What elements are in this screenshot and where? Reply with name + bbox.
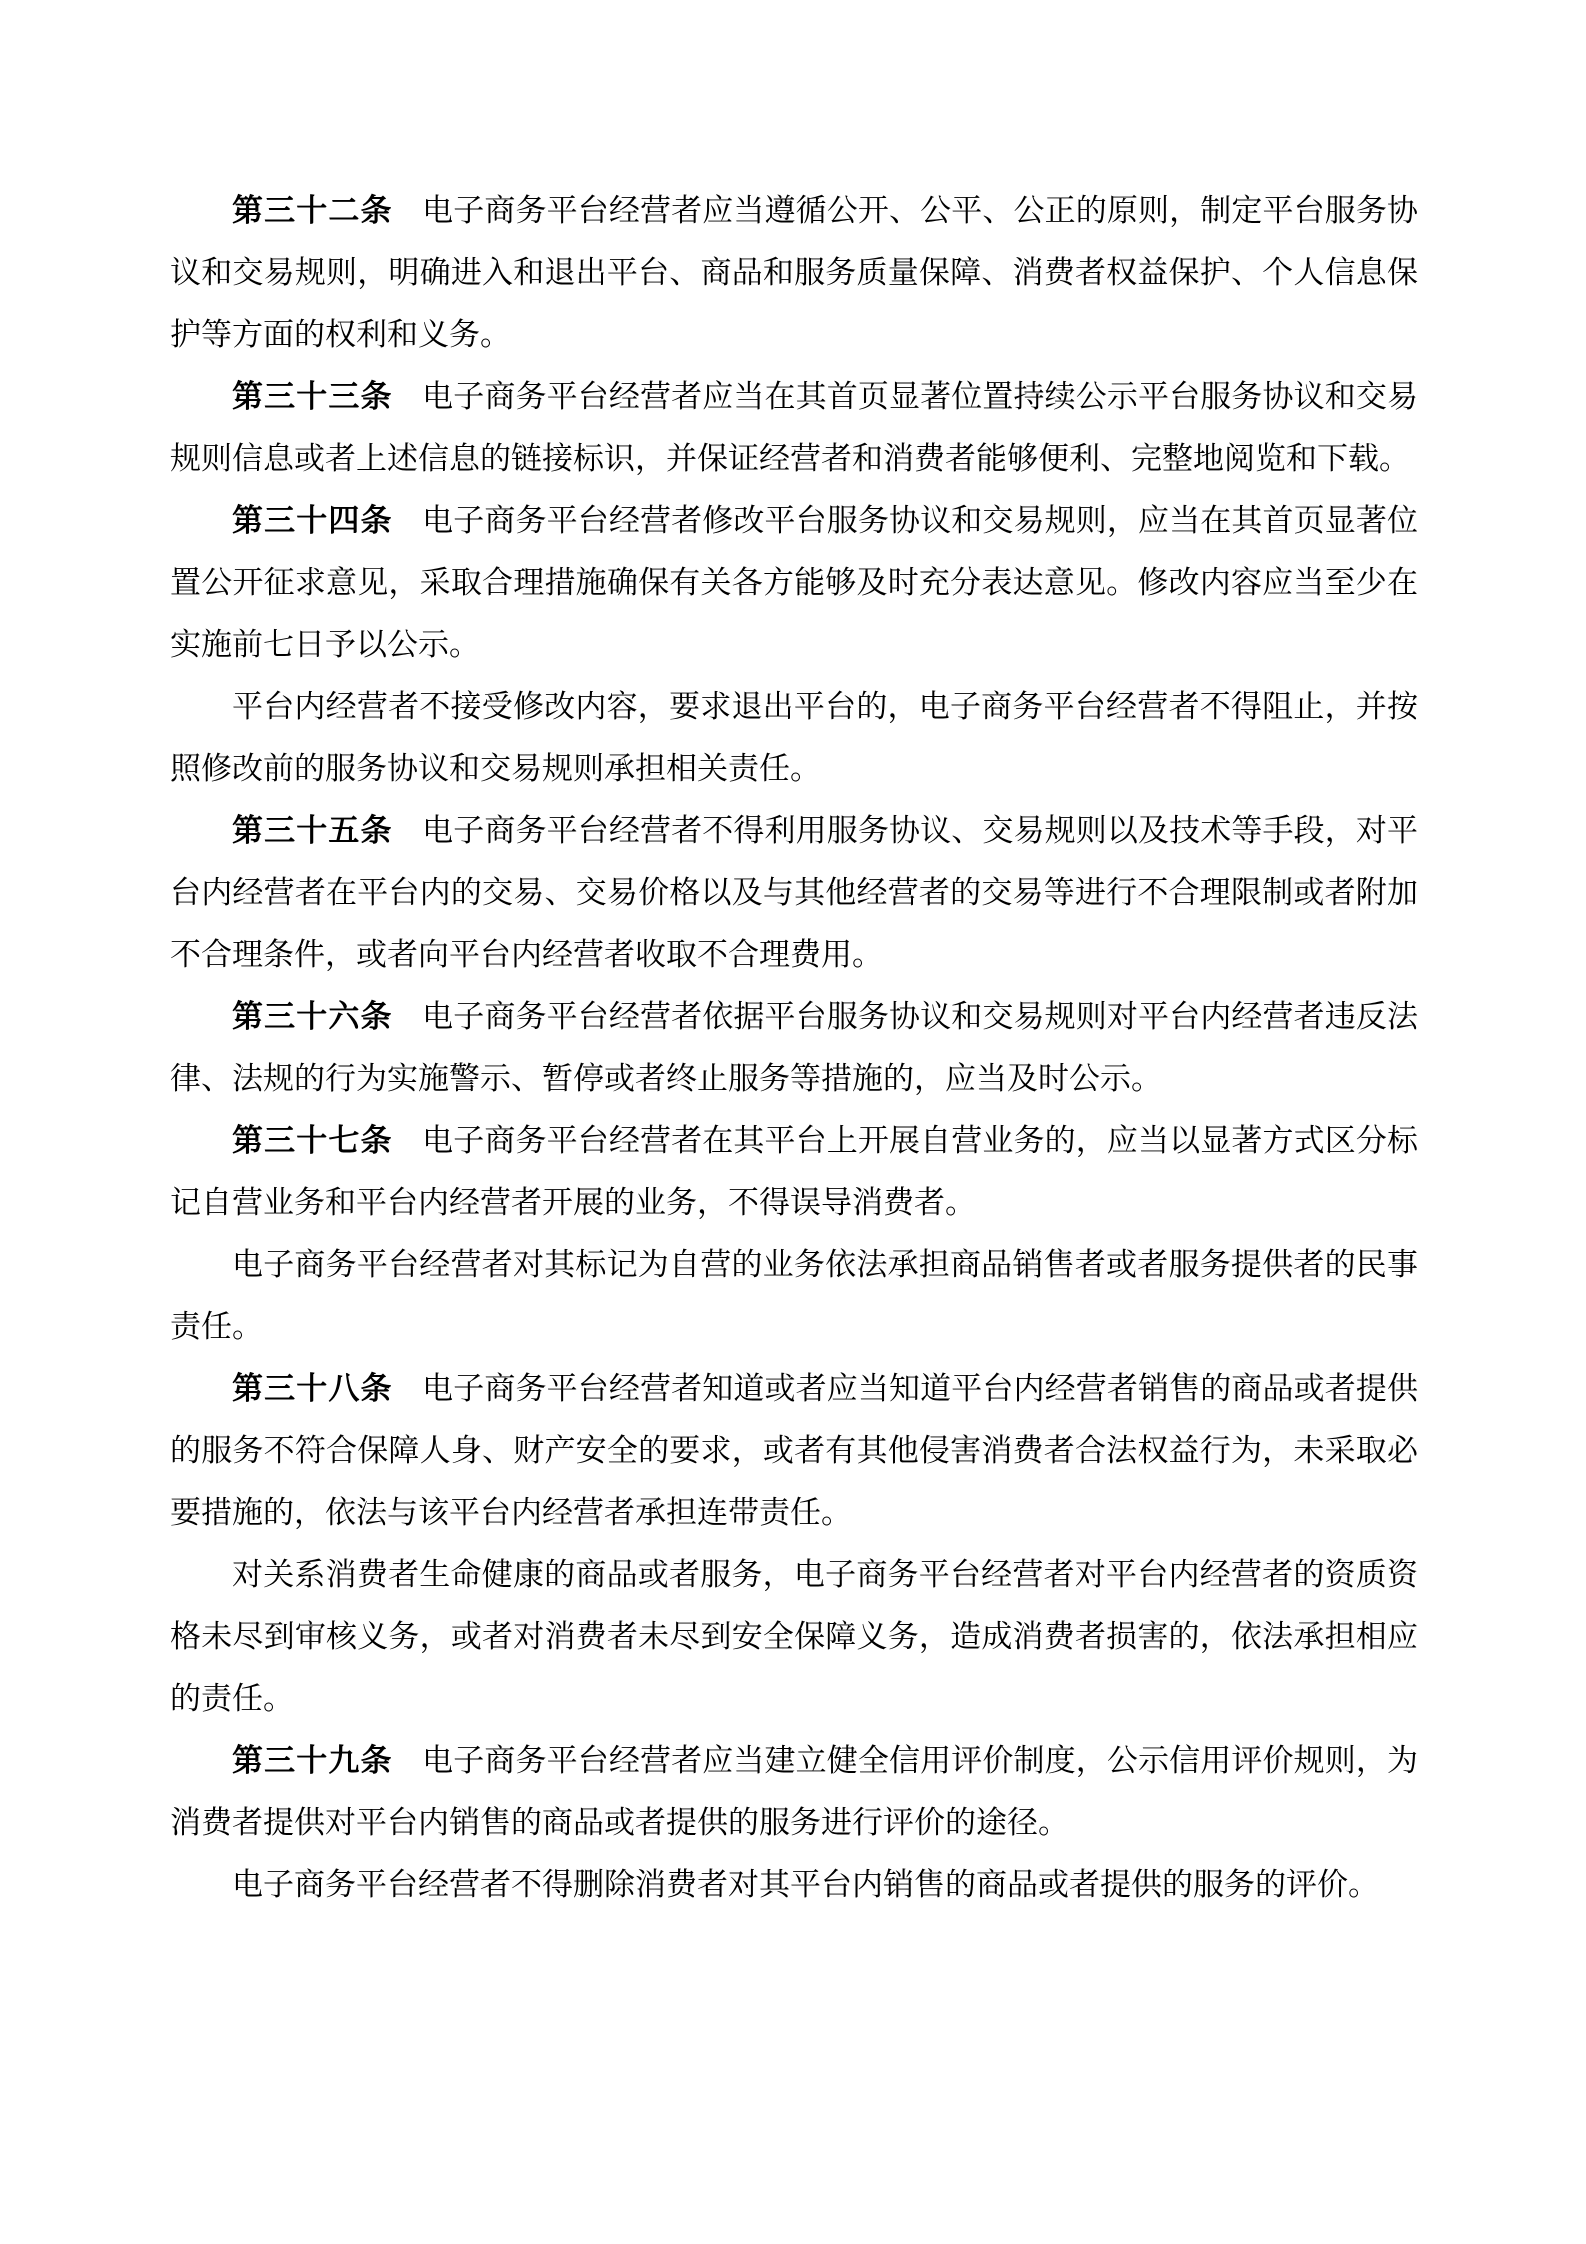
paragraph-text: 电子商务平台经营者对其标记为自营的业务依法承担商品销售者或者服务提供者的民事责任。 xyxy=(170,1247,1418,1344)
law-paragraph xyxy=(170,1544,1418,1730)
article-number: 第三十四条 xyxy=(232,503,393,538)
law-paragraph xyxy=(170,800,1418,986)
paragraph-text: 电子商务平台经营者在其平台上开展自营业务的，应当以显著方式区分标记自营业务和平台内经营者开展的业务，不得误导消费者。 xyxy=(170,1123,1419,1220)
law-paragraph xyxy=(170,1358,1418,1544)
paragraph-text: 电子商务平台经营者知道或者应当知道平台内经营者销售的商品或者提供的服务不符合保障人身、财产安全的要求，或者有其他侵害消费者合法权益行为，未采取必要措施的，依法与该平台内经营者承担连带责任。 xyxy=(170,1371,1419,1530)
article-number: 第三十八条 xyxy=(232,1371,393,1406)
law-paragraph xyxy=(170,1730,1418,1854)
paragraph-text: 电子商务平台经营者应当建立健全信用评价制度，公示信用评价规则，为消费者提供对平台内销售的商品或者提供的服务进行评价的途径。 xyxy=(170,1743,1419,1840)
paragraph-text: 对关系消费者生命健康的商品或者服务，电子商务平台经营者对平台内经营者的资质资格未尽到审核义务，或者对消费者未尽到安全保障义务，造成消费者损害的，依法承担相应的责任。 xyxy=(170,1557,1418,1716)
article-number: 第三十九条 xyxy=(232,1743,393,1778)
article-number: 第三十五条 xyxy=(232,813,393,848)
paragraph-text: 电子商务平台经营者应当在其首页显著位置持续公示平台服务协议和交易规则信息或者上述信息的链接标识，并保证经营者和消费者能够便利、完整地阅览和下载。 xyxy=(170,379,1419,476)
law-paragraph xyxy=(170,1854,1418,1916)
law-paragraph xyxy=(170,986,1418,1110)
paragraph-text: 电子商务平台经营者依据平台服务协议和交易规则对平台内经营者违反法律、法规的行为实施警示、暂停或者终止服务等措施的，应当及时公示。 xyxy=(170,999,1419,1096)
law-paragraph xyxy=(170,676,1418,800)
paragraph-text: 电子商务平台经营者修改平台服务协议和交易规则，应当在其首页显著位置公开征求意见，采取合理措施确保有关各方能够及时充分表达意见。修改内容应当至少在实施前七日予以公示。 xyxy=(170,503,1419,662)
law-paragraph xyxy=(170,1110,1418,1234)
article-number: 第三十二条 xyxy=(232,193,393,228)
law-paragraph xyxy=(170,366,1418,490)
law-paragraph xyxy=(170,490,1418,676)
law-text-container xyxy=(170,180,1418,1916)
article-number: 第三十三条 xyxy=(232,379,393,414)
paragraph-text: 平台内经营者不接受修改内容，要求退出平台的，电子商务平台经营者不得阻止，并按照修改前的服务协议和交易规则承担相关责任。 xyxy=(170,689,1418,786)
paragraph-text: 电子商务平台经营者不得利用服务协议、交易规则以及技术等手段，对平台内经营者在平台内的交易、交易价格以及与其他经营者的交易等进行不合理限制或者附加不合理条件，或者向平台内经营者收取不合理费用。 xyxy=(170,813,1419,972)
law-paragraph xyxy=(170,180,1418,366)
paragraph-text: 电子商务平台经营者不得删除消费者对其平台内销售的商品或者提供的服务的评价。 xyxy=(232,1867,1379,1902)
paragraph-text: 电子商务平台经营者应当遵循公开、公平、公正的原则，制定平台服务协议和交易规则，明确进入和退出平台、商品和服务质量保障、消费者权益保护、个人信息保护等方面的权利和义务。 xyxy=(170,193,1419,352)
law-paragraph xyxy=(170,1234,1418,1358)
article-number: 第三十六条 xyxy=(232,999,393,1034)
article-number: 第三十七条 xyxy=(232,1123,393,1158)
